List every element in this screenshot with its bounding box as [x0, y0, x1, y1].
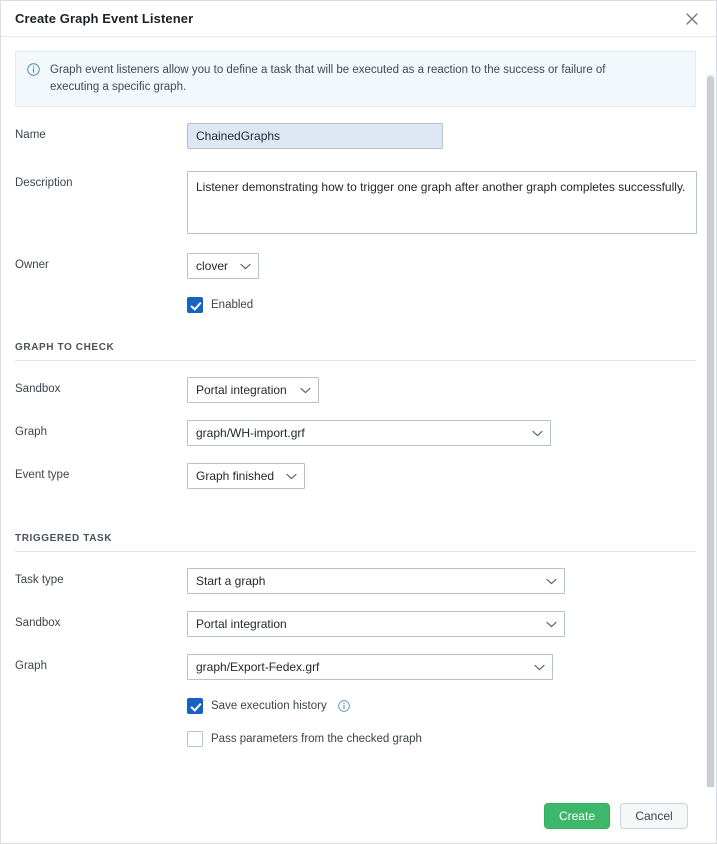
dialog-titlebar	[1, 1, 716, 37]
description-field-wrap	[187, 171, 697, 237]
task-graph-select[interactable]	[187, 654, 553, 680]
pass-parameters-check-row	[187, 731, 696, 747]
chevron-down-icon	[534, 660, 545, 674]
task-graph-field-wrap	[187, 654, 696, 680]
vertical-scrollbar[interactable]	[706, 74, 715, 786]
info-banner-text: Graph event listeners allow you to define a task that will be executed as a reaction to the success or failure of executing a specific graph.	[50, 64, 606, 93]
info-circle-icon[interactable]	[338, 700, 350, 712]
enabled-field-wrap	[187, 297, 696, 313]
name-field-wrap	[187, 123, 696, 149]
task-sandbox-select[interactable]	[187, 611, 565, 637]
description-row	[15, 171, 696, 237]
graph-to-check-section-title: GRAPH TO CHECK	[15, 342, 696, 361]
save-history-row	[15, 698, 696, 714]
event-type-row	[15, 463, 696, 489]
event-type-field-wrap	[187, 463, 696, 489]
dialog-body	[1, 37, 716, 787]
check-sandbox-value: Portal integration	[196, 383, 287, 398]
task-sandbox-label: Sandbox	[15, 617, 61, 630]
task-graph-label: Graph	[15, 660, 47, 673]
chevron-down-icon	[546, 617, 557, 631]
owner-label: Owner	[15, 259, 49, 272]
create-button[interactable]: Create	[544, 803, 610, 829]
dialog-title: Create Graph Event Listener	[15, 11, 194, 26]
task-type-label: Task type	[15, 574, 64, 587]
chevron-down-icon	[300, 383, 311, 397]
event-type-value: Graph finished	[196, 469, 275, 484]
info-banner	[15, 51, 696, 107]
check-graph-field-wrap	[187, 420, 696, 446]
triggered-task-section-title: TRIGGERED TASK	[15, 533, 696, 552]
name-label: Name	[15, 129, 46, 142]
task-sandbox-value: Portal integration	[196, 617, 287, 632]
save-history-spacer	[15, 698, 187, 704]
check-graph-label: Graph	[15, 426, 47, 439]
enabled-checkbox-label: Enabled	[211, 299, 254, 312]
name-input[interactable]	[187, 123, 443, 149]
save-history-check-row	[187, 698, 696, 714]
enabled-check-row	[187, 297, 696, 313]
task-type-value: Start a graph	[196, 574, 266, 589]
save-history-checkbox[interactable]	[187, 698, 203, 714]
check-sandbox-select[interactable]	[187, 377, 319, 403]
form-scroll-area	[1, 37, 716, 787]
check-graph-row	[15, 420, 696, 446]
task-type-field-wrap	[187, 568, 696, 594]
pass-parameters-field-wrap	[187, 731, 696, 747]
event-type-select[interactable]	[187, 463, 305, 489]
owner-field-wrap	[187, 253, 696, 279]
chevron-down-icon	[240, 259, 251, 273]
task-type-row	[15, 568, 696, 594]
pass-parameters-row	[15, 731, 696, 747]
scrollbar-thumb[interactable]	[707, 76, 714, 787]
task-graph-row	[15, 654, 696, 680]
owner-select[interactable]	[187, 253, 259, 279]
description-label: Description	[15, 177, 73, 190]
dialog-footer	[1, 787, 716, 843]
name-row	[15, 123, 696, 149]
chevron-down-icon	[546, 574, 557, 588]
save-history-label: Save execution history	[211, 700, 327, 713]
cancel-button[interactable]: Cancel	[620, 803, 688, 829]
enabled-checkbox[interactable]	[187, 297, 203, 313]
check-graph-value: graph/WH-import.grf	[196, 426, 305, 441]
chevron-down-icon	[532, 426, 543, 440]
owner-row	[15, 253, 696, 279]
save-history-field-wrap	[187, 698, 696, 714]
check-graph-select[interactable]	[187, 420, 551, 446]
check-sandbox-field-wrap	[187, 377, 696, 403]
enabled-spacer	[15, 297, 187, 303]
info-icon	[27, 63, 41, 95]
pass-parameters-checkbox[interactable]	[187, 731, 203, 747]
task-sandbox-row	[15, 611, 696, 637]
description-textarea[interactable]	[187, 171, 697, 234]
chevron-down-icon	[286, 469, 297, 483]
check-sandbox-label: Sandbox	[15, 383, 61, 396]
task-type-select[interactable]	[187, 568, 565, 594]
pass-parameters-spacer	[15, 731, 187, 737]
task-graph-value: graph/Export-Fedex.grf	[196, 660, 320, 675]
owner-select-value: clover	[196, 259, 229, 274]
enabled-row	[15, 297, 696, 313]
pass-parameters-label: Pass parameters from the checked graph	[211, 733, 422, 746]
close-icon[interactable]	[680, 7, 704, 31]
task-sandbox-field-wrap	[187, 611, 696, 637]
check-sandbox-row	[15, 377, 696, 403]
event-type-label: Event type	[15, 469, 70, 482]
